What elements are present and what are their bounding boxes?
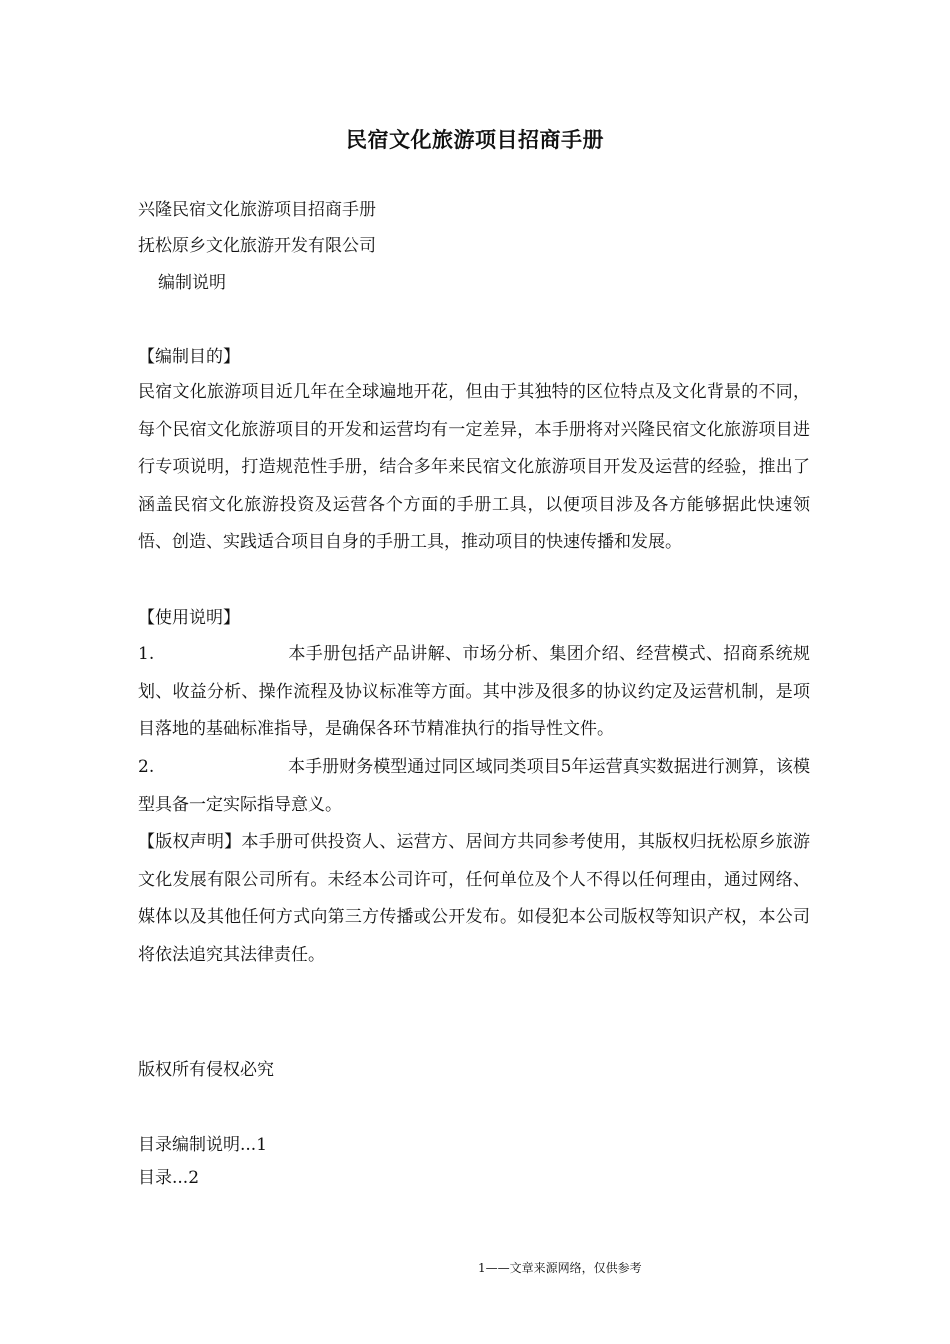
purpose-paragraph: 民宿文化旅游项目近几年在全球遍地开花，但由于其独特的区位特点及文化背景的不同，每个民宿文化旅游项目的开发和运营均有一定差异，本手册将对兴隆民宿文化旅游项目进行专项说明，打造规范性手册，结合多年来民宿文化旅游项目开发及运营的经验，推出了涵盖民宿文化旅游投资及运营各个方面的手册工具，以便项目涉及各方能够据此快速领悟、创造、实践适合项目自身的手册工具，推动项目的快速传播和发展。 xyxy=(138,382,810,552)
copyright-paragraph: 【版权声明】本手册可供投资人、运营方、居间方共同参考使用，其版权归抚松原乡旅游文化发展有限公司所有。未经本公司许可，任何单位及个人不得以任何理由，通过网络、媒体以及其他任何方式向第三方传播或公开发布。如侵犯本公司版权等知识产权，本公司将依法追究其法律责任。 xyxy=(138,832,810,965)
usage-item xyxy=(138,636,810,749)
subtitle: 兴隆民宿文化旅游项目招商手册 xyxy=(138,200,376,220)
usage-item xyxy=(138,749,810,824)
company-name: 抚松原乡文化旅游开发有限公司 xyxy=(138,236,376,256)
toc-entry[interactable]: 目录编制说明...1 xyxy=(138,1135,268,1155)
page-title: 民宿文化旅游项目招商手册 xyxy=(346,128,604,152)
usage-item-text: 本手册包括产品讲解、市场分析、集团介绍、经营模式、招商系统规划、收益分析、操作流程及协议标准等方面。其中涉及很多的协议约定及运营机制，是项目落地的基础标准指导，是确保各环节精准执行的指导性文件。 xyxy=(138,644,810,739)
usage-item-number: 1. xyxy=(138,644,155,664)
toc-entry[interactable]: 目录...2 xyxy=(138,1168,200,1188)
section-label: 编制说明 xyxy=(158,273,226,293)
rights-reserved: 版权所有侵权必究 xyxy=(138,1060,274,1080)
usage-item-number: 2. xyxy=(138,757,155,777)
purpose-heading: 【编制目的】 xyxy=(138,347,240,367)
usage-item-text: 本手册财务模型通过同区域同类项目5年运营真实数据进行测算，该模型具备一定实际指导意义。 xyxy=(138,757,810,815)
page-footer: 1——文章来源网络，仅供参考 xyxy=(478,1261,642,1275)
usage-heading: 【使用说明】 xyxy=(138,608,240,628)
